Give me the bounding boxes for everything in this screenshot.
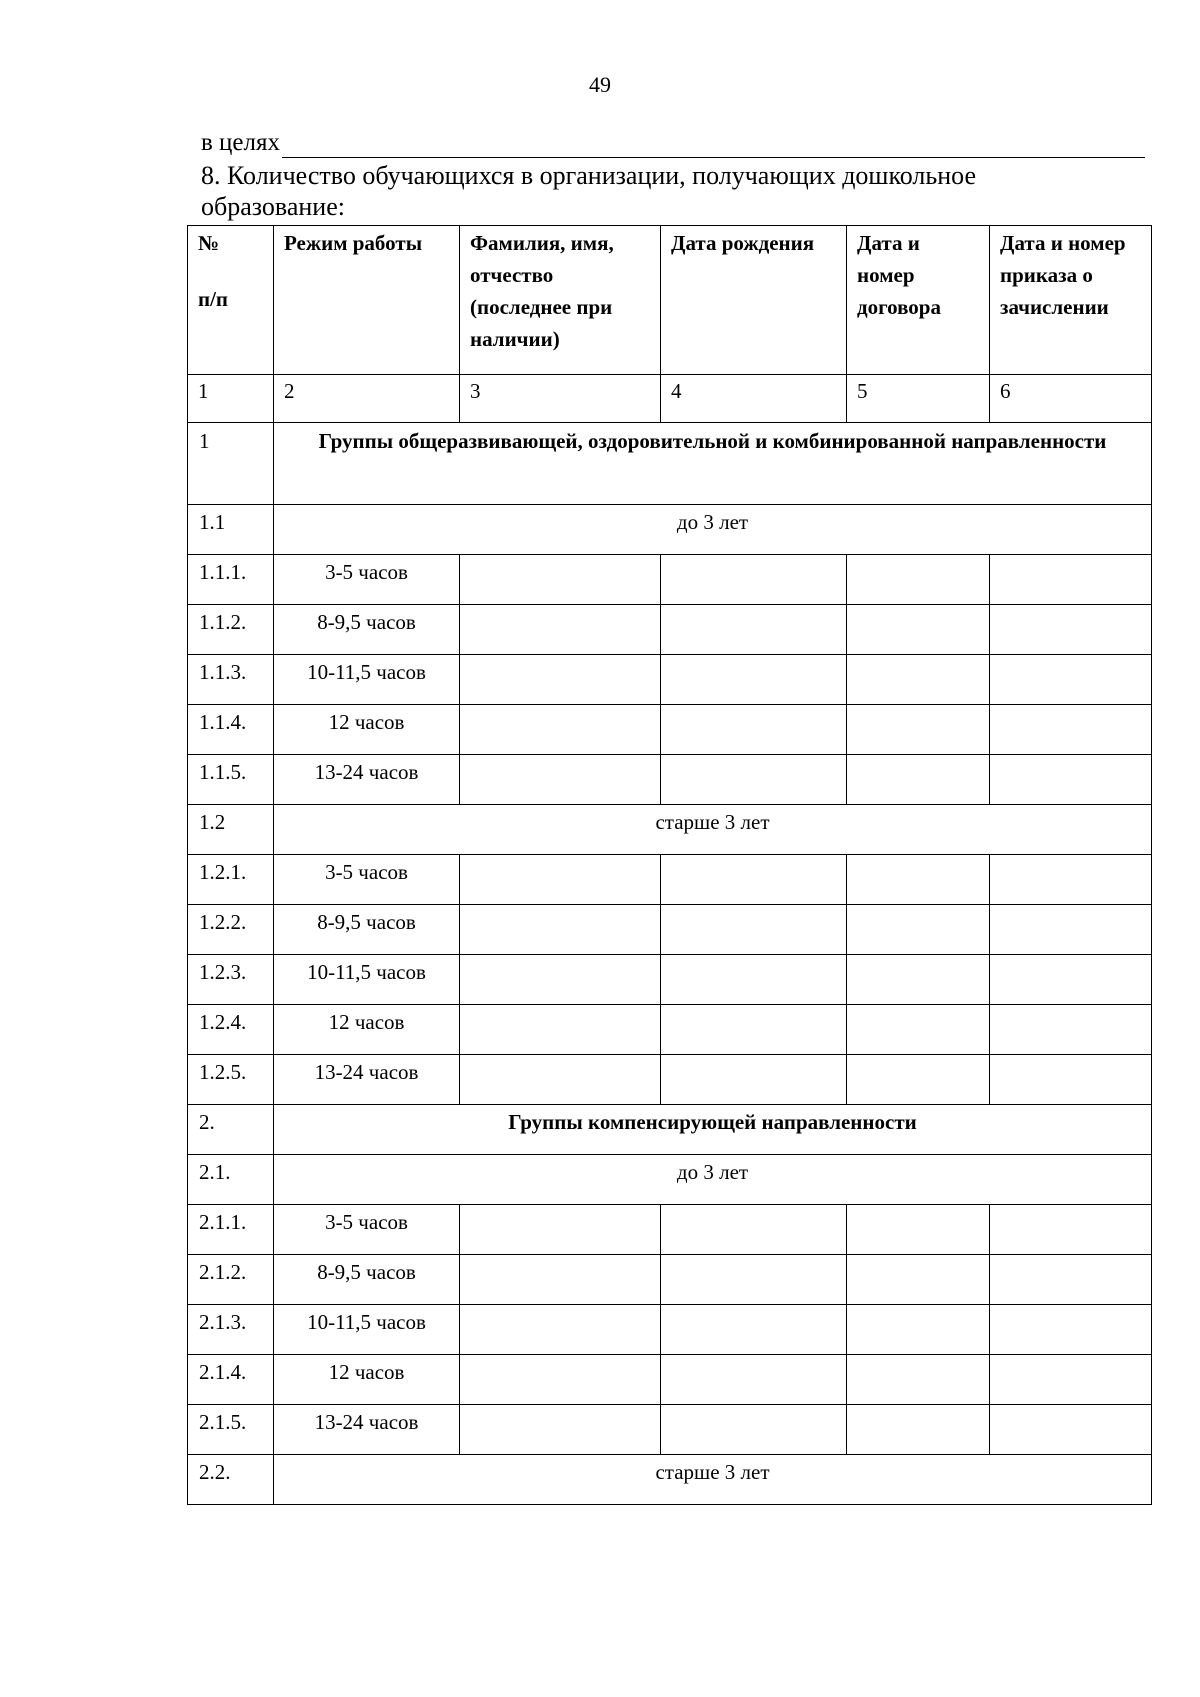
order-cell[interactable]: [990, 905, 1152, 955]
work-mode: 3-5 часов: [274, 855, 460, 905]
order-cell[interactable]: [990, 855, 1152, 905]
order-cell[interactable]: [990, 1405, 1152, 1455]
purpose-fill-field[interactable]: [282, 133, 1145, 158]
table-row: [188, 705, 1152, 755]
birth-date-cell[interactable]: [661, 1305, 847, 1355]
birth-date-cell[interactable]: [661, 905, 847, 955]
column-number-row: [188, 375, 1152, 423]
header-row: [188, 226, 1152, 375]
row-number: 1.2.1.: [188, 855, 274, 905]
age-group-title: до 3 лет: [274, 505, 1152, 555]
row-number: 2.1.3.: [188, 1305, 274, 1355]
row-number: 1.1.5.: [188, 755, 274, 805]
column-number: 5: [847, 375, 990, 423]
table-row: [188, 1305, 1152, 1355]
work-mode: 10-11,5 часов: [274, 955, 460, 1005]
work-mode: 10-11,5 часов: [274, 655, 460, 705]
birth-date-cell[interactable]: [661, 655, 847, 705]
work-mode: 12 часов: [274, 1005, 460, 1055]
birth-date-cell[interactable]: [661, 955, 847, 1005]
work-mode: 13-24 часов: [274, 1055, 460, 1105]
age-group-title: старше 3 лет: [274, 805, 1152, 855]
heading-line-1: 8. Количество обучающихся в организации, получающих дошкольное: [201, 161, 977, 190]
fio-cell[interactable]: [460, 1305, 661, 1355]
order-cell[interactable]: [990, 755, 1152, 805]
order-cell[interactable]: [990, 605, 1152, 655]
table-row: [188, 1405, 1152, 1455]
work-mode: 13-24 часов: [274, 1405, 460, 1455]
section-row: [188, 1105, 1152, 1155]
work-mode: 12 часов: [274, 705, 460, 755]
col-header-fio: Фамилия, имя, отчество (последнее при наличии): [460, 226, 661, 375]
table-row: [188, 605, 1152, 655]
contract-cell[interactable]: [847, 655, 990, 705]
work-mode: 12 часов: [274, 1355, 460, 1405]
section-row: [188, 423, 1152, 505]
fio-cell[interactable]: [460, 655, 661, 705]
birth-date-cell[interactable]: [661, 1005, 847, 1055]
fio-cell[interactable]: [460, 1205, 661, 1255]
row-number: 1.2.4.: [188, 1005, 274, 1055]
contract-cell[interactable]: [847, 755, 990, 805]
row-number: 2.1.2.: [188, 1255, 274, 1305]
heading-line-2: образование:: [201, 192, 345, 221]
age-group-row: [188, 505, 1152, 555]
section-number: 1: [188, 423, 274, 505]
birth-date-cell[interactable]: [661, 705, 847, 755]
row-number: 1.1.3.: [188, 655, 274, 705]
contract-cell[interactable]: [847, 1055, 990, 1105]
birth-date-cell[interactable]: [661, 755, 847, 805]
birth-date-cell[interactable]: [661, 1405, 847, 1455]
col-header-num: [188, 226, 274, 375]
contract-cell[interactable]: [847, 955, 990, 1005]
fio-cell[interactable]: [460, 1255, 661, 1305]
table-row: [188, 1005, 1152, 1055]
column-number: 1: [188, 375, 274, 423]
work-mode: 8-9,5 часов: [274, 905, 460, 955]
table-row: [188, 1255, 1152, 1305]
row-number: 1.2.2.: [188, 905, 274, 955]
order-cell[interactable]: [990, 955, 1152, 1005]
row-number: 1.2.3.: [188, 955, 274, 1005]
contract-cell[interactable]: [847, 1355, 990, 1405]
table-row: [188, 1055, 1152, 1105]
order-cell[interactable]: [990, 1055, 1152, 1105]
contract-cell[interactable]: [847, 1255, 990, 1305]
age-group-number: 2.2.: [188, 1455, 274, 1505]
table-row: [188, 1355, 1152, 1405]
fio-cell[interactable]: [460, 1355, 661, 1405]
age-group-row: [188, 1155, 1152, 1205]
order-cell[interactable]: [990, 705, 1152, 755]
table-row: [188, 555, 1152, 605]
age-group-row: [188, 1455, 1152, 1505]
col-header-num-line1: №: [198, 231, 220, 255]
birth-date-cell[interactable]: [661, 1355, 847, 1405]
col-header-contract: Дата и номер договора: [847, 226, 990, 375]
birth-date-cell[interactable]: [661, 1255, 847, 1305]
fio-cell[interactable]: [460, 955, 661, 1005]
row-number: 1.1.2.: [188, 605, 274, 655]
row-number: 1.1.1.: [188, 555, 274, 605]
table-row: [188, 955, 1152, 1005]
table-row: [188, 1205, 1152, 1255]
work-mode: 10-11,5 часов: [274, 1305, 460, 1355]
order-cell[interactable]: [990, 555, 1152, 605]
col-header-order: Дата и номер приказа о зачислении: [990, 226, 1152, 375]
contract-cell[interactable]: [847, 1305, 990, 1355]
contract-cell[interactable]: [847, 1205, 990, 1255]
fio-cell[interactable]: [460, 905, 661, 955]
contract-cell[interactable]: [847, 905, 990, 955]
fio-cell[interactable]: [460, 1405, 661, 1455]
birth-date-cell[interactable]: [661, 1055, 847, 1105]
col-header-mode: Режим работы: [274, 226, 460, 375]
order-cell[interactable]: [990, 1255, 1152, 1305]
fio-cell[interactable]: [460, 1055, 661, 1105]
column-number: 2: [274, 375, 460, 423]
column-number: 6: [990, 375, 1152, 423]
contract-cell[interactable]: [847, 555, 990, 605]
section-heading: [201, 160, 1151, 222]
contract-cell[interactable]: [847, 605, 990, 655]
table-row: [188, 905, 1152, 955]
section-title: Группы компенсирующей направленности: [274, 1105, 1152, 1155]
row-number: 1.1.4.: [188, 705, 274, 755]
order-cell[interactable]: [990, 655, 1152, 705]
row-number: 2.1.5.: [188, 1405, 274, 1455]
age-group-number: 2.1.: [188, 1155, 274, 1205]
order-cell[interactable]: [990, 1205, 1152, 1255]
age-group-title: старше 3 лет: [274, 1455, 1152, 1505]
page-number: 49: [589, 72, 611, 97]
fio-cell[interactable]: [460, 755, 661, 805]
purpose-line: [201, 128, 1145, 158]
row-number: 2.1.4.: [188, 1355, 274, 1405]
work-mode: 3-5 часов: [274, 555, 460, 605]
work-mode: 8-9,5 часов: [274, 605, 460, 655]
table-row: [188, 855, 1152, 905]
column-number: 3: [460, 375, 661, 423]
order-cell[interactable]: [990, 1005, 1152, 1055]
age-group-number: 1.1: [188, 505, 274, 555]
purpose-label: в целях: [201, 129, 281, 156]
row-number: 2.1.1.: [188, 1205, 274, 1255]
birth-date-cell[interactable]: [661, 555, 847, 605]
table-row: [188, 755, 1152, 805]
fio-cell[interactable]: [460, 1005, 661, 1055]
birth-date-cell[interactable]: [661, 605, 847, 655]
contract-cell[interactable]: [847, 855, 990, 905]
age-group-title: до 3 лет: [274, 1155, 1152, 1205]
work-mode: 8-9,5 часов: [274, 1255, 460, 1305]
fio-cell[interactable]: [460, 855, 661, 905]
column-number: 4: [661, 375, 847, 423]
work-mode: 13-24 часов: [274, 755, 460, 805]
birth-date-cell[interactable]: [661, 855, 847, 905]
age-group-number: 1.2: [188, 805, 274, 855]
contract-cell[interactable]: [847, 1405, 990, 1455]
fio-cell[interactable]: [460, 555, 661, 605]
contract-cell[interactable]: [847, 705, 990, 755]
age-group-row: [188, 805, 1152, 855]
order-cell[interactable]: [990, 1305, 1152, 1355]
enrollment-table: [187, 225, 1152, 1505]
birth-date-cell[interactable]: [661, 1205, 847, 1255]
contract-cell[interactable]: [847, 1005, 990, 1055]
order-cell[interactable]: [990, 1355, 1152, 1405]
fio-cell[interactable]: [460, 705, 661, 755]
col-header-birth: Дата рождения: [661, 226, 847, 375]
section-title: Группы общеразвивающей, оздоровительной и комбинированной направленности: [274, 423, 1152, 505]
work-mode: 3-5 часов: [274, 1205, 460, 1255]
col-header-num-line2: п/п: [198, 287, 229, 311]
row-number: 1.2.5.: [188, 1055, 274, 1105]
section-number: 2.: [188, 1105, 274, 1155]
fio-cell[interactable]: [460, 605, 661, 655]
table-row: [188, 655, 1152, 705]
